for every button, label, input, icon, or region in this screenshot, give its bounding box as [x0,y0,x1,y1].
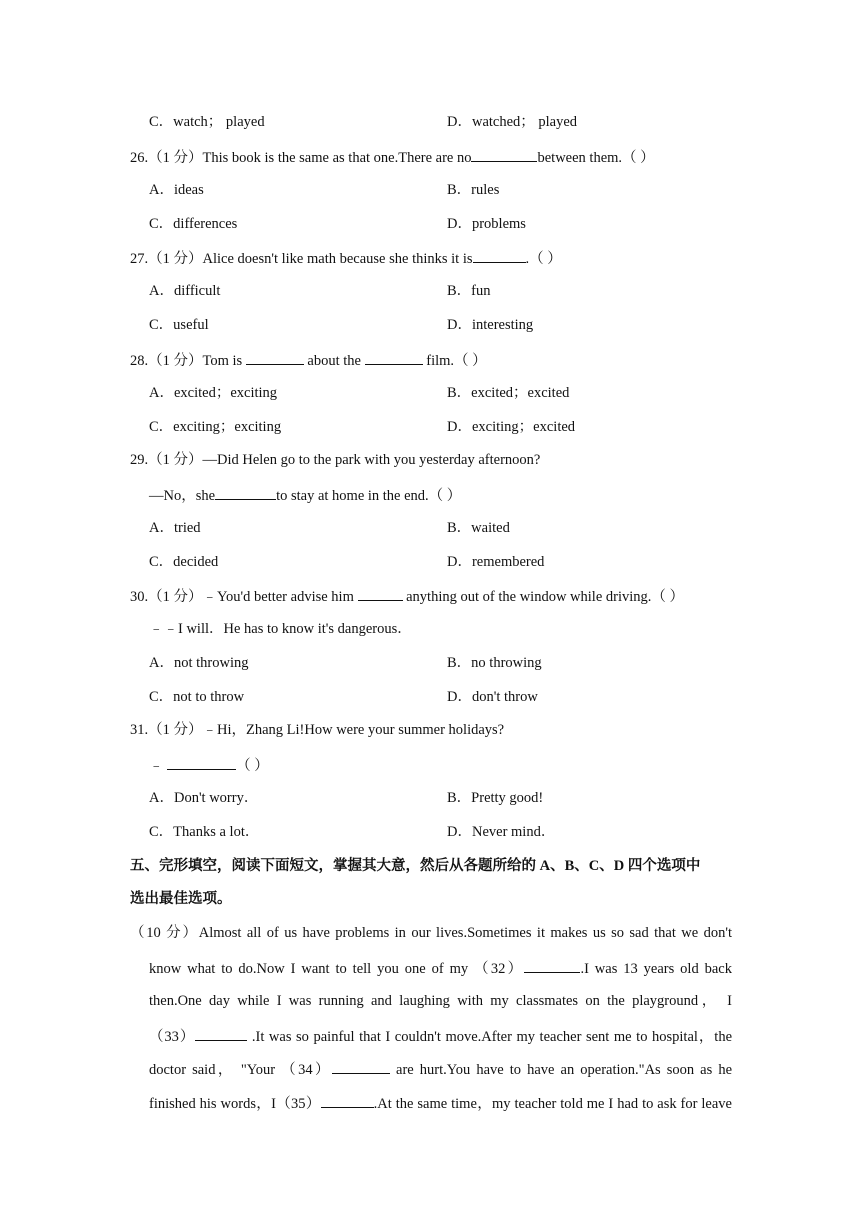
q26-option-a: A．ideas [149,182,204,198]
q25-option-c: C．watch； played [149,114,265,130]
q30-stem: 30.（1 分）﹣You'd better advise him anything out of the window while driving.（ ） [130,586,684,606]
section5-heading-line1: 五、完形填空，阅读下面短文，掌握其大意，然后从各题所给的 A、B、C、D 四个选项中 [130,858,701,874]
q30-reply: ﹣﹣I will．He has to know it's dangerous． [149,621,412,637]
q25-option-d: D．watched； played [447,114,578,130]
passage-line: know what to do.Now I want to tell you one of my （32） .I was 13 years old back [149,958,732,978]
q26-stem: 26.（1 分）This book is the same as that one.There are no between them.（ ） [130,147,655,167]
q28-stem: 28.（1 分）Tom is about the film.（ ） [130,350,487,370]
passage-line: then.One day while I was running and laughing with my classmates on the playground， I [149,993,732,1009]
q31-reply: ﹣ （ ） [149,755,269,775]
passage-line: doctor said， "Your （34） are hurt.You have to have an operation."As soon as he [149,1059,732,1079]
q26-option-d: D．problems [447,216,526,232]
passage-line: （33） .It was so painful that I couldn't move.After my teacher sent me to hospital，the [149,1026,732,1046]
passage-line: finished his words，I（35） .At the same time，my teacher told me I had to ask for leave [149,1093,732,1113]
q27-option-d: D．interesting [447,317,534,333]
q31-stem: 31.（1 分）﹣Hi，Zhang Li!How were your summer holidays? [130,722,505,738]
q30-option-a: A．not throwing [149,655,249,671]
q28-option-a: A．excited；exciting [149,385,278,401]
q26-option-c: C．differences [149,216,238,232]
q28-option-b: B．excited；excited [447,385,570,401]
section5-heading-line2: 选出最佳选项。 [130,891,232,907]
q27-option-c: C．useful [149,317,209,333]
q31-option-c: C．Thanks a lot． [149,824,260,840]
q29-reply: —No，she to stay at home in the end.（ ） [149,485,461,505]
q27-stem: 27.（1 分）Alice doesn't like math because she thinks it is .（ ） [130,248,562,268]
passage-line: （10 分）Almost all of us have problems in our lives.Sometimes it makes us so sad that we don't [130,925,732,941]
q28-option-d: D．exciting；excited [447,419,576,435]
q29-option-a: A．tried [149,520,201,536]
q29-stem: 29.（1 分）—Did Helen go to the park with you yesterday afternoon? [130,452,541,468]
q30-option-c: C．not to throw [149,689,245,705]
q31-option-d: D．Never mind． [447,824,556,840]
q30-option-d: D．don't throw [447,689,538,705]
q27-option-b: B．fun [447,283,491,299]
q27-option-a: A．difficult [149,283,221,299]
q31-option-b: B．Pretty good! [447,790,544,806]
q31-option-a: A．Don't worry． [149,790,259,806]
q30-option-b: B．no throwing [447,655,542,671]
q28-option-c: C．exciting；exciting [149,419,282,435]
q26-option-b: B．rules [447,182,500,198]
q29-option-d: D．remembered [447,554,545,570]
q29-option-c: C．decided [149,554,219,570]
q29-option-b: B．waited [447,520,510,536]
